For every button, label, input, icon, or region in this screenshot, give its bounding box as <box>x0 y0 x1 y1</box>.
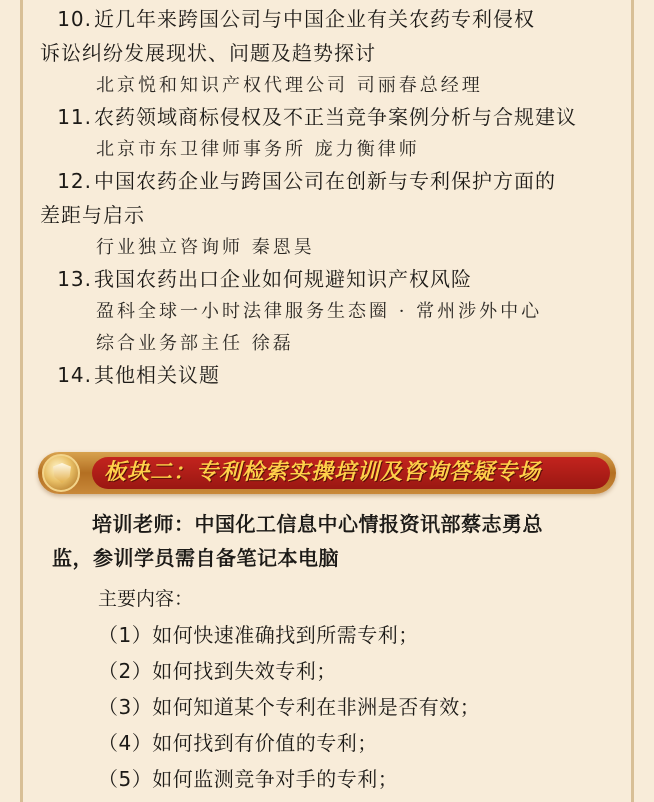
trainer-paragraph <box>52 507 628 575</box>
trainer-line: 培训老师：中国化工信息中心情报资讯部蔡志勇总 <box>92 512 543 536</box>
agenda-item-10 <box>40 2 620 102</box>
content-heading: 主要内容： <box>98 588 194 610</box>
item-number: 11. <box>57 105 92 129</box>
section-banner <box>38 452 616 494</box>
list-item: （2）如何找到失效专利； <box>98 659 337 683</box>
list-item: （1）如何快速准确找到所需专利； <box>98 623 419 647</box>
speaker-line: 行业独立咨询师 秦恩昊 <box>96 237 315 258</box>
item-title-line: 中国农药企业与跨国公司在创新与专利保护方面的 <box>94 169 556 193</box>
left-frame-border <box>20 0 23 802</box>
item-title-line: 农药领域商标侵权及不正当竞争案例分析与合规建议 <box>94 105 577 129</box>
right-frame-border <box>631 0 634 802</box>
item-number: 14. <box>57 363 92 387</box>
item-number: 12. <box>57 169 92 193</box>
agenda-item-13 <box>40 262 620 360</box>
trainer-line: 监，参训学员需自备笔记本电脑 <box>52 546 339 570</box>
item-number: 13. <box>57 267 92 291</box>
item-number: 10. <box>57 7 92 31</box>
speaker-line: 盈科全球一小时法律服务生态圈 · 常州涉外中心 <box>96 301 543 322</box>
list-item: （3）如何知道某个专利在非洲是否有效； <box>98 695 481 719</box>
item-title-line: 诉讼纠纷发展现状、问题及趋势探讨 <box>40 41 376 65</box>
item-title-line: 近几年来跨国公司与中国企业有关农药专利侵权 <box>94 7 535 31</box>
shield-badge-icon <box>42 454 80 492</box>
content-list <box>98 617 480 797</box>
item-title-line: 其他相关议题 <box>94 363 220 387</box>
list-item: （5）如何监测竞争对手的专利； <box>98 767 399 791</box>
item-title-line: 我国农药出口企业如何规避知识产权风险 <box>94 267 472 291</box>
speaker-line: 北京悦和知识产权代理公司 司丽春总经理 <box>96 75 483 96</box>
agenda-item-11 <box>40 100 620 166</box>
agenda-item-12 <box>40 164 620 264</box>
speaker-line: 综合业务部主任 徐磊 <box>96 333 294 354</box>
item-title-line: 差距与启示 <box>40 203 145 227</box>
list-item: （4）如何找到有价值的专利； <box>98 731 378 755</box>
speaker-line: 北京市东卫律师事务所 庞力衡律师 <box>96 139 420 160</box>
section-title: 板块二：专利检索实操培训及咨询答疑专场 <box>104 460 542 485</box>
agenda-item-14 <box>40 358 620 392</box>
